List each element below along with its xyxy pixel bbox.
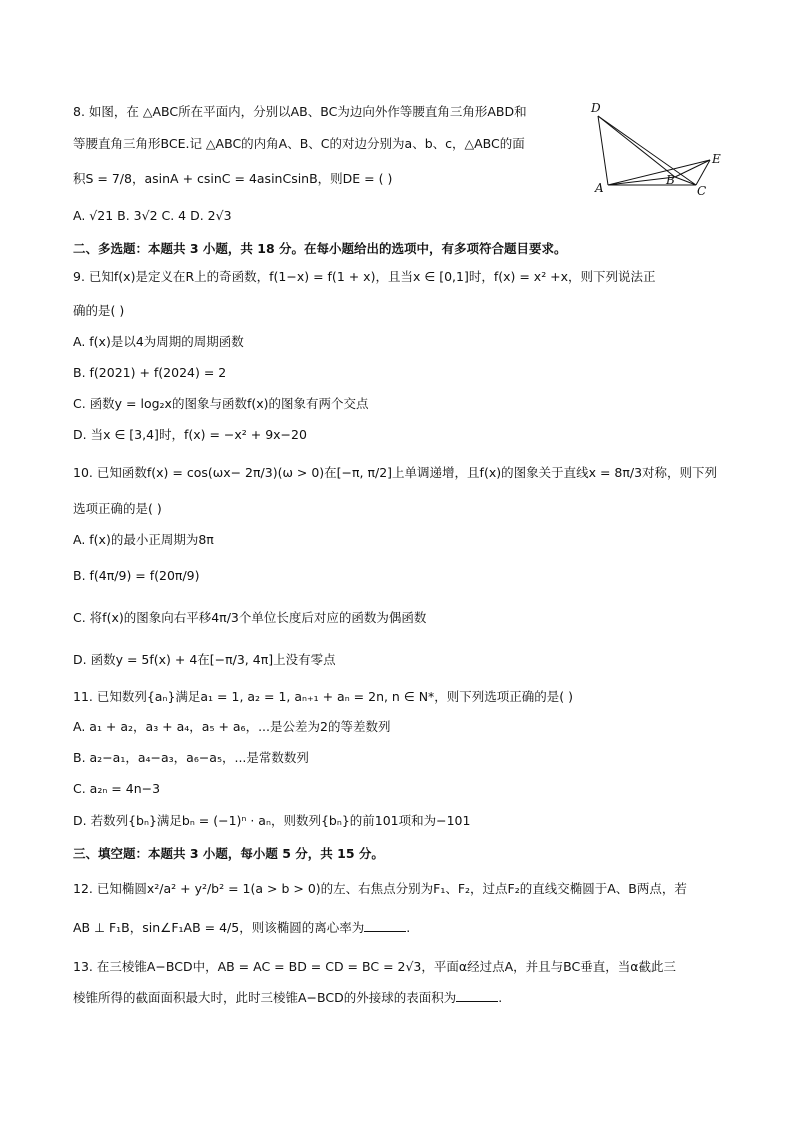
- q13-line2: 棱锥所得的截面面积最大时，此时三棱锥A−BCD的外接球的表面积为: [73, 990, 457, 1005]
- section-fill-in: 三、填空题：本题共 3 小题，每小题 5 分，共 15 分。: [73, 846, 384, 861]
- triangle-figure: [586, 100, 726, 200]
- q12-line1: 12. 已知椭圆x²/a² + y²/b² = 1(a > b > 0)的左、右焦点分别为F₁、F₂，过点F₂的直线交椭圆于A、B两点，若: [73, 881, 687, 896]
- q8-line1: 8. 如图，在 △ABC所在平面内，分别以AB、BC为边向外作等腰直角三角形ABD和: [73, 104, 527, 119]
- q10-option-d: D. 函数y = 5f(x) + 4在[−π/3, 4π]上没有零点: [73, 652, 336, 667]
- answer-blank[interactable]: [364, 919, 406, 932]
- edge-DB: [598, 116, 675, 177]
- edge-DA: [598, 116, 608, 185]
- label-C: C: [697, 184, 707, 198]
- q9-line1: 9. 已知f(x)是定义在R上的奇函数，f(1−x) = f(1 + x)，且当x ∈ [0,1]时，f(x) = x² +x，则下列说法正: [73, 269, 656, 284]
- q10-option-a: A. f(x)的最小正周期为8π: [73, 532, 214, 547]
- q13-line2-wrap: 棱锥所得的截面面积最大时，此时三棱锥A−BCD的外接球的表面积为 .: [73, 990, 503, 1005]
- q11-option-a: A. a₁ + a₂，a₃ + a₄，a₅ + a₆，...是公差为2的等差数列: [73, 719, 391, 734]
- q9-option-a: A. f(x)是以4为周期的周期函数: [73, 334, 244, 349]
- section-multi-choice: 二、多选题：本题共 3 小题，共 18 分。在每小题给出的选项中，有多项符合题目要求。: [73, 241, 567, 256]
- label-B: B: [666, 173, 675, 187]
- q10-line1: 10. 已知函数f(x) = cos(ωx− 2π/3)(ω > 0)在[−π, π/2]上单调递增，且f(x)的图象关于直线x = 8π/3对称，则下列: [73, 465, 718, 480]
- q11-option-b: B. a₂−a₁，a₄−a₃，a₆−a₅，...是常数数列: [73, 750, 309, 765]
- q12-line2: AB ⊥ F₁B，sin∠F₁AB = 4/5，则该椭圆的离心率为: [73, 920, 365, 935]
- label-A: A: [595, 181, 604, 195]
- q8-options: A. √21 B. 3√2 C. 4 D. 2√3: [73, 208, 232, 223]
- q11-option-d: D. 若数列{bₙ}满足bₙ = (−1)ⁿ · aₙ，则数列{bₙ}的前101项和为−101: [73, 813, 471, 828]
- q8-line3: 积S = 7/8，asinA + csinC = 4asinCsinB，则DE = ( ): [73, 171, 393, 186]
- label-D: D: [591, 101, 601, 115]
- q9-option-c: C. 函数y = log₂x的图象与函数f(x)的图象有两个交点: [73, 396, 369, 411]
- q9-option-d: D. 当x ∈ [3,4]时，f(x) = −x² + 9x−20: [73, 427, 307, 442]
- q10-option-c: C. 将f(x)的图象向右平移4π/3个单位长度后对应的函数为偶函数: [73, 610, 427, 625]
- q9-option-b: B. f(2021) + f(2024) = 2: [73, 365, 227, 380]
- q11-option-c: C. a₂ₙ = 4n−3: [73, 781, 161, 796]
- q8-line2: 等腰直角三角形BCE.记 △ABC的内角A、B、C的对边分别为a、b、c，△ABC的面: [73, 136, 525, 151]
- q10-option-b: B. f(4π/9) = f(20π/9): [73, 568, 200, 583]
- q11-line1: 11. 已知数列{aₙ}满足a₁ = 1, a₂ = 1, aₙ₊₁ + aₙ = 2n, n ∈ N*，则下列选项正确的是( ): [73, 689, 574, 704]
- q10-line2: 选项正确的是( ): [73, 501, 162, 516]
- q13-line1: 13. 在三棱锥A−BCD中，AB = AC = BD = CD = BC = 2√3，平面α经过点A，并且与BC垂直，当α截此三: [73, 959, 676, 974]
- q9-line2: 确的是( ): [73, 303, 125, 318]
- edge-DC: [598, 116, 696, 185]
- q12-line2-wrap: AB ⊥ F₁B，sin∠F₁AB = 4/5，则该椭圆的离心率为 .: [73, 920, 411, 935]
- label-E: E: [712, 152, 721, 166]
- answer-blank[interactable]: [456, 989, 498, 1002]
- edge-AB: [608, 177, 675, 185]
